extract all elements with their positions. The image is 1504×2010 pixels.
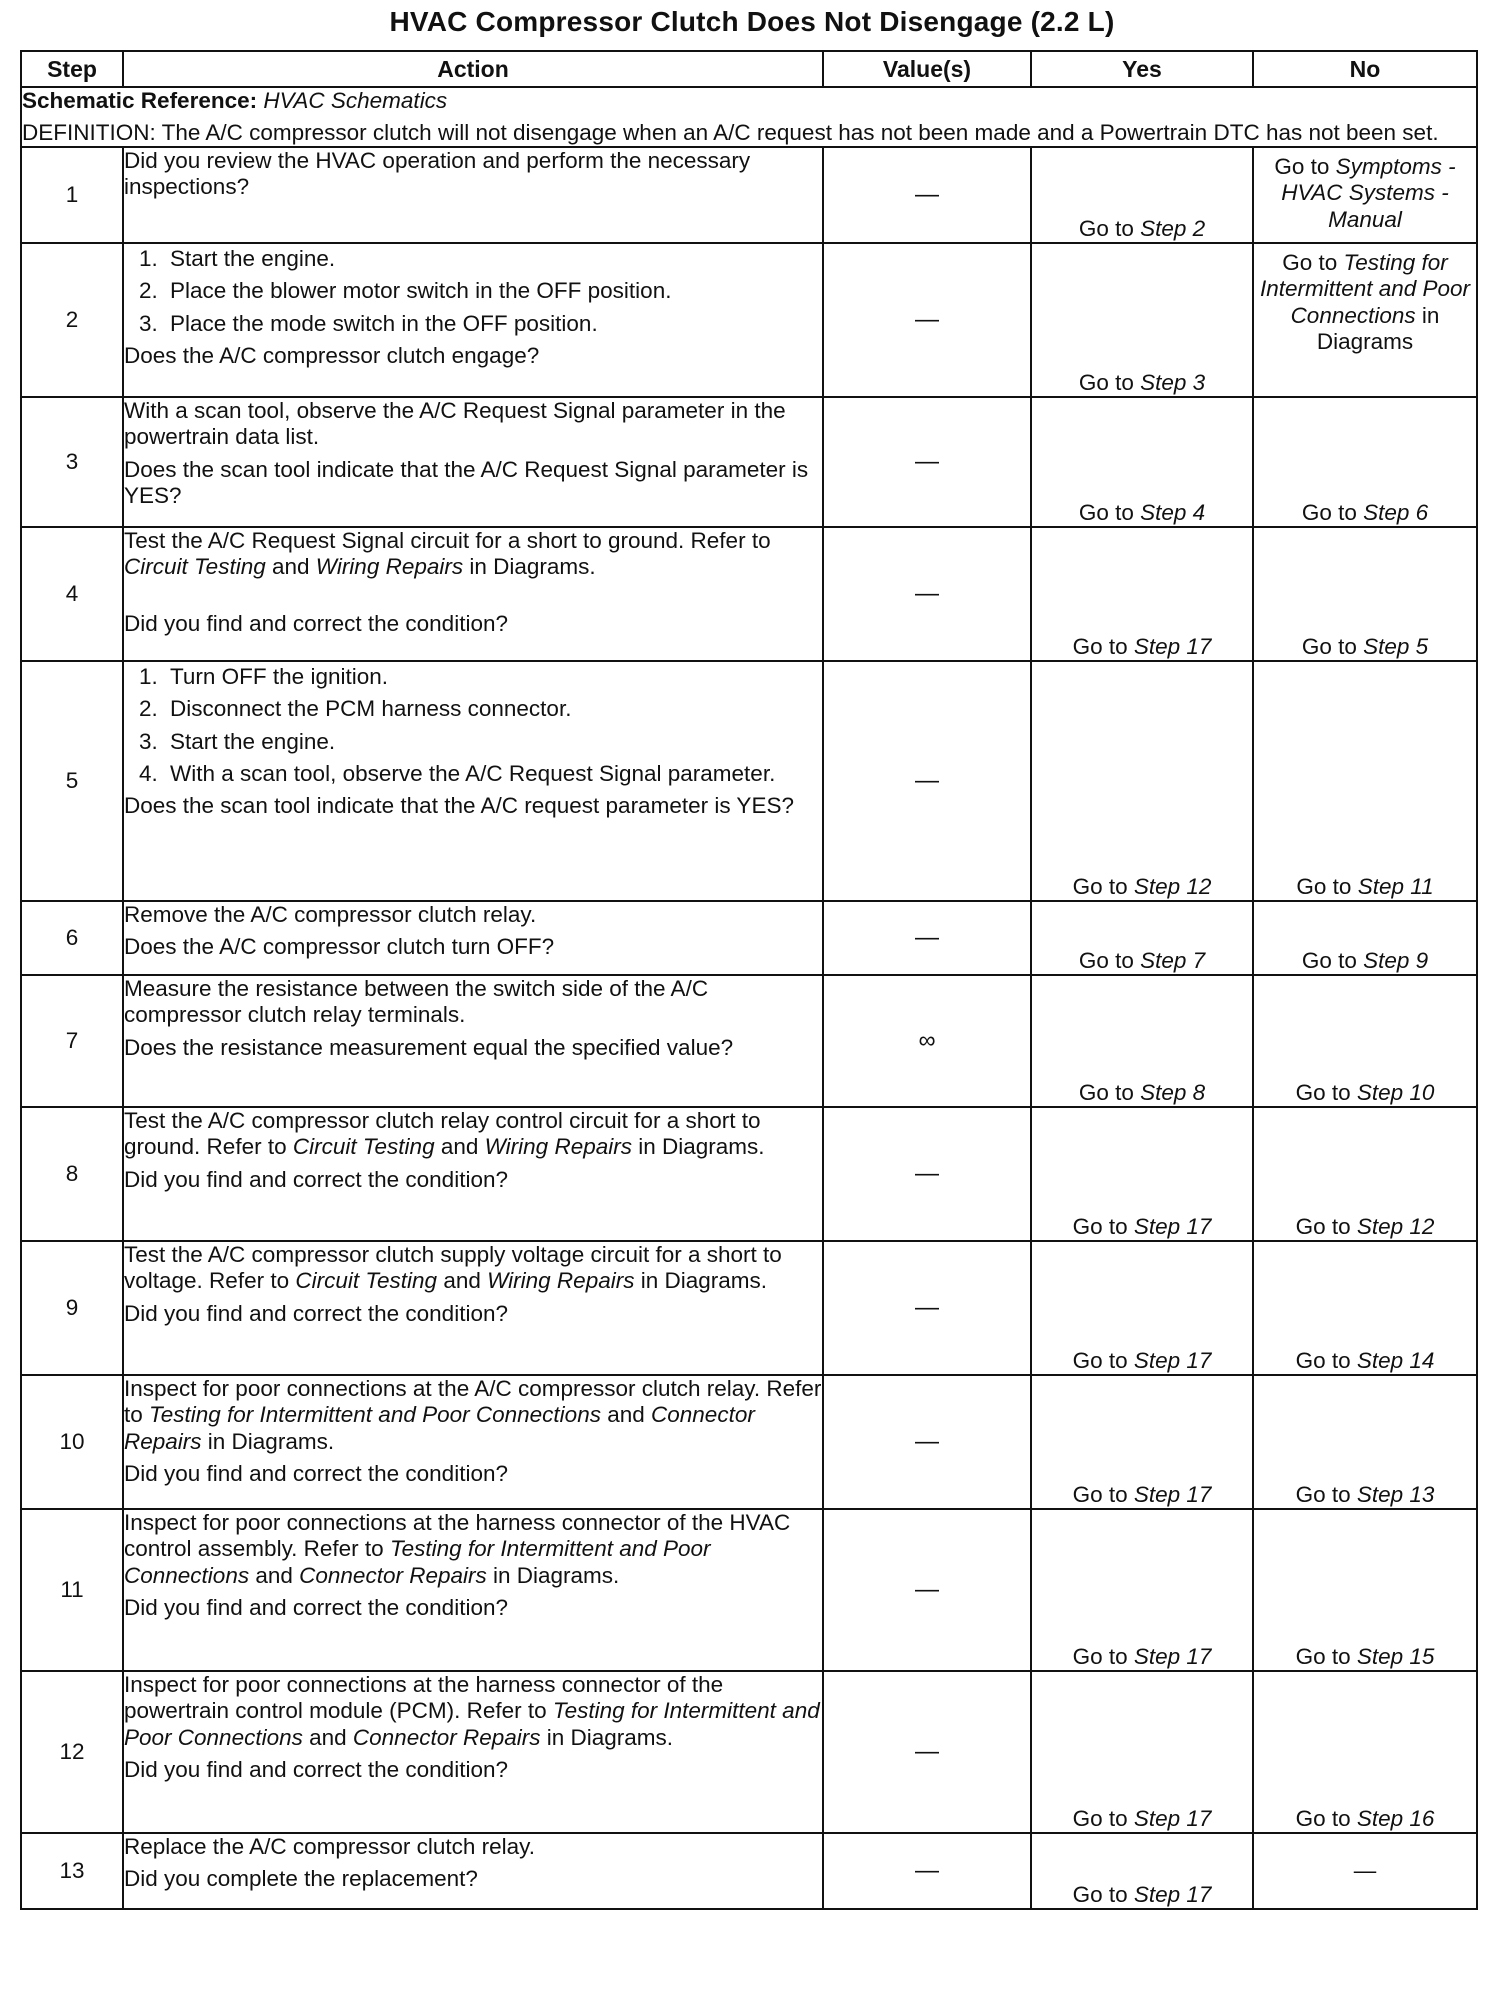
- step-link[interactable]: Step 11: [1357, 873, 1434, 899]
- action-cell: Inspect for poor connections at the A/C compressor clutch relay. Refer to Testing for Intermittent and Poor Connections and Connector Repairs in Diagrams. Did you find and correct the condition?: [123, 1375, 823, 1509]
- step-link[interactable]: Step 8: [1140, 1079, 1206, 1105]
- reference-cell: [21, 87, 1477, 147]
- value-cell: —: [823, 243, 1031, 397]
- procedure-link[interactable]: Symptoms - HVAC Systems - Manual: [1281, 154, 1456, 232]
- header-action: Action: [123, 51, 823, 87]
- header-step: Step: [21, 51, 123, 87]
- value-cell: —: [823, 1833, 1031, 1909]
- table-row: [21, 975, 1477, 1107]
- table-row: [21, 1833, 1477, 1909]
- no-cell: Go to Step 10: [1253, 975, 1477, 1107]
- definition: DEFINITION: The A/C compressor clutch will not disengage when an A/C request has not been made and a Powertrain DTC has not been set.: [22, 119, 1439, 145]
- step-link[interactable]: Step 13: [1356, 1481, 1435, 1507]
- table-row: [21, 661, 1477, 901]
- no-cell: Go to Step 9: [1253, 901, 1477, 975]
- table-row: [21, 397, 1477, 527]
- table-row: [21, 527, 1477, 661]
- step-number: 10: [21, 1375, 123, 1509]
- no-cell: Go to Step 15: [1253, 1509, 1477, 1671]
- yes-cell: Go to Step 17: [1031, 1509, 1253, 1671]
- no-cell: —: [1253, 1833, 1477, 1909]
- page-title: HVAC Compressor Clutch Does Not Disengage (2.2 L): [389, 6, 1115, 37]
- step-number: 8: [21, 1107, 123, 1241]
- step-number: 13: [21, 1833, 123, 1909]
- step-number: 2: [21, 243, 123, 397]
- no-cell: Go to Step 6: [1253, 397, 1477, 527]
- action-cell: With a scan tool, observe the A/C Request Signal parameter in the powertrain data list. Does the scan tool indicate that the A/C Request Signal parameter is YES?: [123, 397, 823, 527]
- no-cell: Go to Step 5: [1253, 527, 1477, 661]
- step-link[interactable]: Step 17: [1133, 1213, 1212, 1239]
- action-cell: Test the A/C compressor clutch relay control circuit for a short to ground. Refer to Circuit Testing and Wiring Repairs in Diagrams. Did you find and correct the condition?: [123, 1107, 823, 1241]
- table-row: [21, 243, 1477, 397]
- yes-cell: Go to Step 3: [1031, 243, 1253, 397]
- value-cell: —: [823, 527, 1031, 661]
- value-cell: —: [823, 1375, 1031, 1509]
- table-row: [21, 1241, 1477, 1375]
- no-cell: Go to Step 13: [1253, 1375, 1477, 1509]
- step-link[interactable]: Step 7: [1140, 947, 1206, 973]
- value-cell: —: [823, 397, 1031, 527]
- table-row: [21, 147, 1477, 243]
- value-cell: —: [823, 1241, 1031, 1375]
- schematic-label: Schematic Reference:: [22, 88, 258, 113]
- step-number: 5: [21, 661, 123, 901]
- yes-cell: Go to Step 17: [1031, 1671, 1253, 1833]
- yes-cell: Go to Step 2: [1031, 147, 1253, 243]
- action-cell: Test the A/C compressor clutch supply voltage circuit for a short to voltage. Refer to Circuit Testing and Wiring Repairs in Diagrams. Did you find and correct the condition?: [123, 1241, 823, 1375]
- yes-cell: Go to Step 17: [1031, 527, 1253, 661]
- step-link[interactable]: Step 15: [1356, 1643, 1435, 1669]
- step-number: 12: [21, 1671, 123, 1833]
- step-link[interactable]: Step 17: [1133, 1347, 1212, 1373]
- step-number: 1: [21, 147, 123, 243]
- step-link[interactable]: Step 12: [1356, 1213, 1435, 1239]
- step-link[interactable]: Step 17: [1133, 633, 1212, 659]
- yes-cell: Go to Step 17: [1031, 1375, 1253, 1509]
- step-number: 4: [21, 527, 123, 661]
- header-values: Value(s): [823, 51, 1031, 87]
- step-link[interactable]: Step 6: [1363, 499, 1429, 525]
- step-link[interactable]: Step 3: [1140, 369, 1206, 395]
- action-cell: 1. Start the engine. 2. Place the blower motor switch in the OFF position. 3. Place the mode switch in the OFF position. Does the A/C compressor clutch engage?: [123, 243, 823, 397]
- diagnostic-table: [20, 50, 1478, 1910]
- step-link[interactable]: Step 5: [1363, 633, 1429, 659]
- step-link[interactable]: Step 9: [1363, 947, 1429, 973]
- yes-cell: Go to Step 4: [1031, 397, 1253, 527]
- value-cell: —: [823, 1107, 1031, 1241]
- yes-cell: Go to Step 7: [1031, 901, 1253, 975]
- action-cell: Replace the A/C compressor clutch relay. Did you complete the replacement?: [123, 1833, 823, 1909]
- value-cell: —: [823, 661, 1031, 901]
- table-row: [21, 1107, 1477, 1241]
- table-row: [21, 1671, 1477, 1833]
- step-number: 9: [21, 1241, 123, 1375]
- header-no: No: [1253, 51, 1477, 87]
- step-link[interactable]: Step 12: [1133, 873, 1212, 899]
- action-cell: Inspect for poor connections at the harness connector of the powertrain control module (PCM). Refer to Testing for Intermittent and Poor Connections and Connector Repairs in Diagrams. Did you find and correct the condition?: [123, 1671, 823, 1833]
- no-cell: Go to Step 12: [1253, 1107, 1477, 1241]
- table-row: [21, 1375, 1477, 1509]
- header-yes: Yes: [1031, 51, 1253, 87]
- value-cell: —: [823, 147, 1031, 243]
- procedure-link[interactable]: Testing for Intermittent and Poor Connections: [1259, 250, 1471, 328]
- step-number: 11: [21, 1509, 123, 1671]
- step-link[interactable]: Step 16: [1356, 1805, 1435, 1831]
- value-cell: —: [823, 901, 1031, 975]
- no-cell: Go to Step 11: [1253, 661, 1477, 901]
- step-link[interactable]: Step 17: [1133, 1881, 1212, 1907]
- step-link[interactable]: Step 17: [1133, 1643, 1212, 1669]
- action-cell: Test the A/C Request Signal circuit for a short to ground. Refer to Circuit Testing and Wiring Repairs in Diagrams. Did you find and correct the condition?: [123, 527, 823, 661]
- step-link[interactable]: Step 10: [1356, 1079, 1435, 1105]
- action-cell: Inspect for poor connections at the harness connector of the HVAC control assembly. Refer to Testing for Intermittent and Poor Connections and Connector Repairs in Diagrams. Did you find and correct the condition?: [123, 1509, 823, 1671]
- step-link[interactable]: Step 2: [1140, 215, 1206, 241]
- step-link[interactable]: Step 14: [1356, 1347, 1435, 1373]
- step-link[interactable]: Step 17: [1133, 1805, 1212, 1831]
- action-cell: 1. Turn OFF the ignition. 2. Disconnect the PCM harness connector. 3. Start the engine. 4. With a scan tool, observe the A/C Request Signal parameter. Does the scan tool indicate that the A/C request parameter is YES?: [123, 661, 823, 901]
- action-cell: Measure the resistance between the switch side of the A/C compressor clutch relay terminals. Does the resistance measurement equal the specified value?: [123, 975, 823, 1107]
- table-row: [21, 1509, 1477, 1671]
- step-number: 7: [21, 975, 123, 1107]
- value-cell: —: [823, 1671, 1031, 1833]
- value-cell: —: [823, 1509, 1031, 1671]
- reference-row: [21, 87, 1477, 147]
- action-steps: 1. Start the engine. 2. Place the blower motor switch in the OFF position. 3. Place the mode switch in the OFF position.: [124, 246, 822, 337]
- action-steps: 1. Turn OFF the ignition. 2. Disconnect the PCM harness connector. 3. Start the engine. 4. With a scan tool, observe the A/C Request Signal parameter.: [124, 664, 822, 787]
- step-link[interactable]: Step 17: [1133, 1481, 1212, 1507]
- step-number: 6: [21, 901, 123, 975]
- yes-cell: Go to Step 17: [1031, 1241, 1253, 1375]
- yes-cell: Go to Step 8: [1031, 975, 1253, 1107]
- header-row: [21, 51, 1477, 87]
- action-cell: Did you review the HVAC operation and perform the necessary inspections?: [123, 147, 823, 243]
- step-number: 3: [21, 397, 123, 527]
- no-cell: Go to Step 16: [1253, 1671, 1477, 1833]
- yes-cell: Go to Step 17: [1031, 1107, 1253, 1241]
- schematic-link[interactable]: HVAC Schematics: [263, 88, 448, 113]
- no-cell: Go to Step 14: [1253, 1241, 1477, 1375]
- step-link[interactable]: Step 4: [1140, 499, 1206, 525]
- yes-cell: Go to Step 12: [1031, 661, 1253, 901]
- table-row: [21, 901, 1477, 975]
- action-cell: Remove the A/C compressor clutch relay. Does the A/C compressor clutch turn OFF?: [123, 901, 823, 975]
- no-cell: Go to Testing for Intermittent and Poor Connections in Diagrams: [1253, 243, 1477, 397]
- value-cell: ∞: [823, 975, 1031, 1107]
- yes-cell: Go to Step 17: [1031, 1833, 1253, 1909]
- no-cell: Go to Symptoms - HVAC Systems - Manual: [1253, 147, 1477, 243]
